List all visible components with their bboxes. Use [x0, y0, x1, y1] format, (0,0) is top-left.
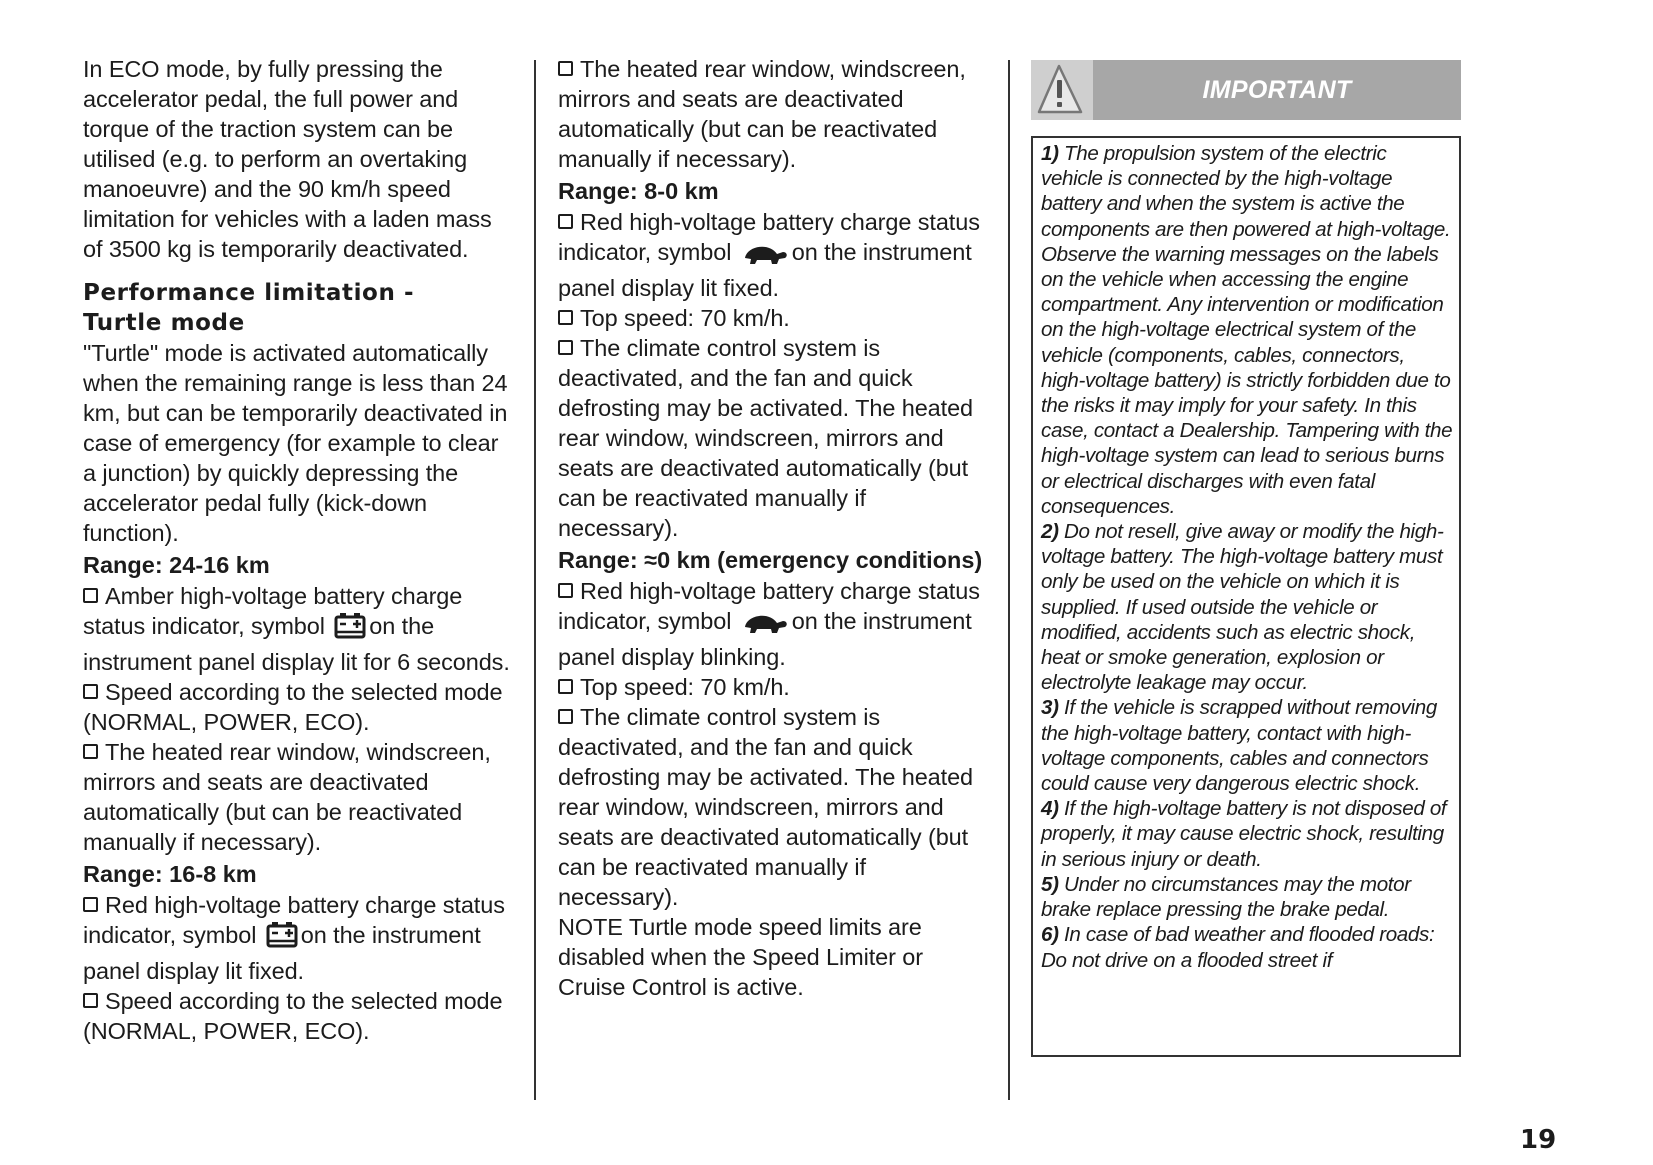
bullet-item: [83, 986, 513, 1046]
important-item-number: 4): [1041, 797, 1059, 821]
bullet-text: on the instrument panel display lit for 6 seconds.: [83, 613, 510, 675]
bullet-item: [558, 576, 988, 672]
bullet-item: [83, 890, 513, 986]
bullet-item: [558, 333, 988, 543]
important-item-text: If the vehicle is scrapped without removing the high-voltage battery, contact with high-voltage components, cables and connectors could cause very dangerous electric shock.: [1041, 696, 1437, 796]
important-item-text: The propulsion system of the electric vehicle is connected by the high-voltage battery and when the system is active the components are then powered at high-voltage. Observe the warning messages on the labels on the vehicle when accessing the engine compartment. Any intervention or modification on the high-voltage electrical system of the vehicle (components, cables, connectors, high-voltage battery) is strictly forbidden due to the risks it may imply for your safety. In this case, contact a Dealership. Tampering with the high-voltage system can lead to serious burns or electrical discharges with even fatal consequences.: [1041, 142, 1453, 518]
important-item-number: 3): [1041, 696, 1059, 720]
bullet-box-icon: [558, 679, 573, 694]
section-heading-line2: Turtle mode: [83, 310, 245, 336]
bullet-item: [558, 207, 988, 303]
bullet-item: [558, 303, 988, 333]
bullet-text: on the instrument panel display lit fixed.: [558, 239, 972, 301]
section-heading: [83, 278, 513, 338]
bullet-box-icon: [558, 583, 573, 598]
bullet-item: [83, 737, 513, 857]
bullet-text: The climate control system is deactivated, and the fan and quick defrosting may be activated. The heated rear window, windscreen, mirrors and seats are deactivated automatically (but can be reactivated manually if necessary).: [558, 335, 974, 541]
range-8-0-title: Range: 8-0 km: [558, 178, 719, 204]
important-item: [1041, 922, 1453, 972]
range-emergency-title: Range: ≈0 km (emergency conditions): [558, 547, 983, 573]
important-box: [1031, 136, 1461, 1057]
bullet-text: on the instrument panel display lit fixed.: [83, 922, 481, 984]
bullet-text: Red high-voltage battery charge status indicator, symbol: [558, 578, 980, 634]
bullet-item: [558, 702, 988, 912]
battery-symbol-icon: [334, 612, 366, 647]
bullet-item: [558, 672, 988, 702]
bullet-box-icon: [83, 993, 98, 1008]
bullet-text: Red high-voltage battery charge status indicator, symbol: [83, 892, 505, 948]
bullet-box-icon: [558, 310, 573, 325]
important-item-text: Under no circumstances may the motor brake replace pressing the brake pedal.: [1041, 872, 1411, 922]
important-item-number: 5): [1041, 872, 1059, 896]
important-item: [1041, 872, 1453, 922]
bullet-text: The climate control system is deactivated, and the fan and quick defrosting may be activated. The heated rear window, windscreen, mirrors and seats are deactivated automatically (but can be reactivated manually if necessary).: [558, 704, 974, 910]
bullet-text: on the instrument panel display blinking.: [558, 608, 972, 670]
bullet-text: Top speed: 70 km/h.: [580, 674, 790, 700]
important-item-text: If the high-voltage battery is not disposed of properly, it may cause electric shock, resulting in serious injury or death.: [1041, 797, 1447, 871]
range-24-16-title: Range: 24-16 km: [83, 552, 270, 578]
column-divider: [1008, 60, 1010, 1100]
important-item-number: 6): [1041, 923, 1059, 947]
warning-triangle-icon: [1031, 60, 1093, 120]
important-item: [1041, 519, 1453, 695]
bullet-box-icon: [558, 214, 573, 229]
important-item: [1041, 796, 1453, 872]
bullet-text: Top speed: 70 km/h.: [580, 305, 790, 331]
bullet-box-icon: [558, 709, 573, 724]
bullet-text: Speed according to the selected mode (NORMAL, POWER, ECO).: [83, 679, 503, 735]
turtle-symbol-icon: [741, 240, 789, 273]
turtle-mode-paragraph: "Turtle" mode is activated automatically when the remaining range is less than 24 km, but can be temporarily deactivated in case of emergency (for example to clear a junction) by quickly depressing the accelerator pedal fully (kick-down function).: [83, 340, 508, 546]
bullet-box-icon: [83, 744, 98, 759]
note-paragraph: NOTE Turtle mode speed limits are disabled when the Speed Limiter or Cruise Control is active.: [558, 914, 923, 1000]
bullet-box-icon: [83, 588, 98, 603]
range-16-8-title: Range: 16-8 km: [83, 861, 257, 887]
intro-paragraph: In ECO mode, by fully pressing the accelerator pedal, the full power and torque of the traction system can be utilised (e.g. to perform an overtaking manoeuvre) and the 90 km/h speed limitation for vehicles with a laden mass of 3500 kg is temporarily deactivated.: [83, 56, 492, 262]
bullet-text: Amber high-voltage battery charge status indicator, symbol: [83, 583, 463, 639]
important-item-number: 1): [1041, 142, 1059, 165]
bullet-box-icon: [558, 340, 573, 355]
column-left: [83, 54, 513, 1046]
bullet-item: [83, 581, 513, 677]
important-header: [1031, 60, 1461, 120]
important-item-number: 2): [1041, 520, 1059, 544]
bullet-box-icon: [558, 61, 573, 76]
important-body: [1033, 138, 1459, 973]
bullet-text: The heated rear window, windscreen, mirrors and seats are deactivated automatically (but can be reactivated manually if necessary).: [83, 739, 491, 855]
important-item-text: In case of bad weather and flooded roads: Do not drive on a flooded street if: [1041, 923, 1435, 972]
column-divider: [534, 60, 536, 1100]
bullet-box-icon: [83, 897, 98, 912]
battery-symbol-icon: [266, 921, 298, 956]
important-item: [1041, 695, 1453, 796]
bullet-box-icon: [83, 684, 98, 699]
section-heading-line1: Performance limitation -: [83, 280, 415, 306]
column-middle: [558, 54, 988, 1002]
important-title: IMPORTANT: [1202, 76, 1352, 104]
bullet-text: Red high-voltage battery charge status indicator, symbol: [558, 209, 980, 265]
bullet-item: [558, 54, 988, 174]
bullet-item: [83, 677, 513, 737]
turtle-symbol-icon: [741, 609, 789, 642]
bullet-text: Speed according to the selected mode (NORMAL, POWER, ECO).: [83, 988, 503, 1044]
important-item: [1041, 141, 1453, 519]
important-item-text: Do not resell, give away or modify the high-voltage battery. The high-voltage battery must only be used on the vehicle on which it is supplied. If used outside the vehicle or modified, accidents such as electric shock, heat or smoke generation, explosion or electrolyte leakage may occur.: [1041, 520, 1444, 695]
bullet-text: The heated rear window, windscreen, mirrors and seats are deactivated automatically (but can be reactivated manually if necessary).: [558, 56, 966, 172]
page-number: 19: [1520, 1125, 1557, 1155]
